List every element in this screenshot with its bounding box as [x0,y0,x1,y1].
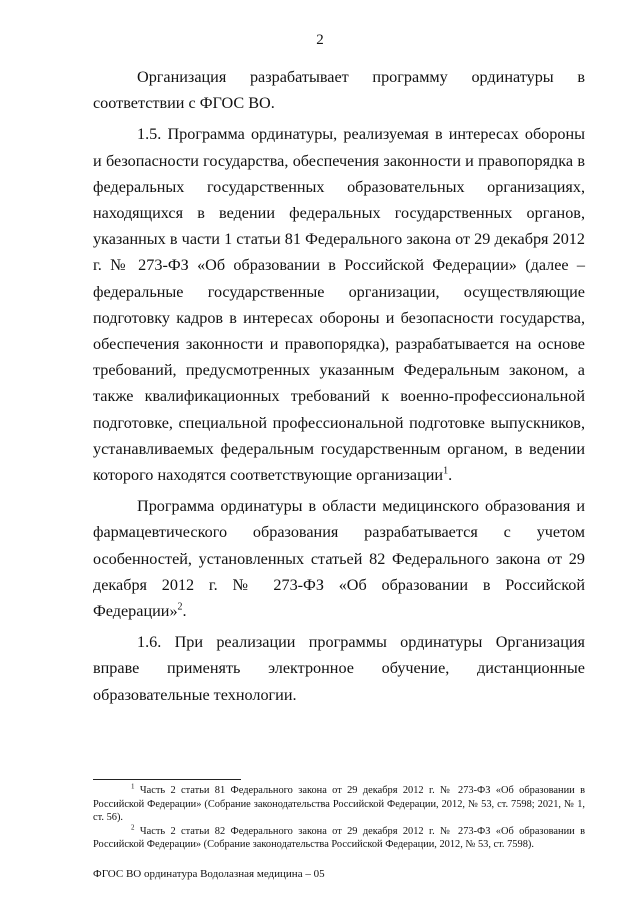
paragraph-1-5-text: 1.5. Программа ординатуры, реализуемая в интересах обороны и безопасности государства, обеспечения законности и правопорядка в федеральных государственных образовательных организациях, находящихся в ведении федеральных государственных органов, указанных в части 1 статьи 81 Федерального закона от 29 декабря 2012 г. № 273-ФЗ «Об образовании в Российской Федерации» (далее – федеральные государственные организации, осуществляющие подготовку кадров в интересах обороны и безопасности государства, обеспечения законности и правопорядка), разрабатывается на основе требований, предусмотренных указанным Федеральным законом, а также квалификационных требований к военно-профессиональной подготовке, специальной профессиональной подготовке выпускников, устанавливаемых федеральным государственным органом, в ведении которого находятся соответствующие организации [93,125,585,485]
paragraph-medical-education: Программа ординатуры в области медицинского образования и фармацевтического образования разрабатывается с учетом особенностей, установленных статьей 82 Федерального закона от 29 декабря 2012 г. № 273-ФЗ «Об образовании в Российской Федерации»$^2$. [93,497,585,621]
footnote-2 [93,825,585,852]
paragraph-1-5: 1.5. Программа ординатуры, реализуемая в интересах обороны и безопасности государства, обеспечения законности и правопорядка в федеральных государственных образовательных организациях, находящихся в ведении федеральных государственных органов, указанных в части 1 статьи 81 Федерального закона от 29 декабря 2012 г. № 273-ФЗ «Об образовании в Российской Федерации» (далее – федеральные государственные организации, осуществляющие подготовку кадров в интересах обороны и безопасности государства, обеспечения законности и правопорядка), разрабатывается на основе требований, предусмотренных указанным Федеральным законом, а также квалификационных требований к военно-профессиональной подготовке, специальной профессиональной подготовке выпускников, устанавливаемых федеральным государственным органом, в ведении которого находятся соответствующие организации$^1$. [93,125,585,485]
page-number: 2 [316,32,324,48]
paragraph-1-6: 1.6. При реализации программы ординатуры Организация вправе применять электронное обучение, дистанционные образовательные технологии. [93,633,585,704]
footnote-mark-1: 1 [131,782,135,791]
footnote-ref-1: 1 [443,465,449,477]
footnote-text-2: Часть 2 статьи 82 Федерального закона от 29 декабря 2012 г. № 273-ФЗ «Об образовании в Российской Федерации» (Собрание законодательства Российской Федерации, 2012, № 53, ст. 7598). [93,825,585,851]
footnote-ref-2: 2 [177,601,183,613]
document-footer: ФГОС ВО ординатура Водолазная медицина – 05 [93,868,325,880]
footnote-1 [93,784,585,825]
paragraph-medical-education-text: Программа ординатуры в области медицинского образования и фармацевтического образования разрабатывается с учетом особенностей, установленных статьей 82 Федерального закона от 29 декабря 2012 г. № 273-ФЗ «Об образовании в Российской Федерации» [93,497,585,621]
paragraph-intro: Организация разрабатывает программу ординатуры в соответствии с ФГОС ВО. [93,68,585,113]
footnote-text-1: Часть 2 статьи 81 Федерального закона от 29 декабря 2012 г. № 273-ФЗ «Об образовании в Российской Федерации» (Собрание законодательства Российской Федерации, 2012, № 53, ст. 7598; 2021, № 1, ст. 56). [93,785,585,824]
footnote-divider [93,779,241,780]
document-body [93,64,585,708]
footnote-mark-2: 2 [131,823,135,832]
footnotes [93,784,585,852]
